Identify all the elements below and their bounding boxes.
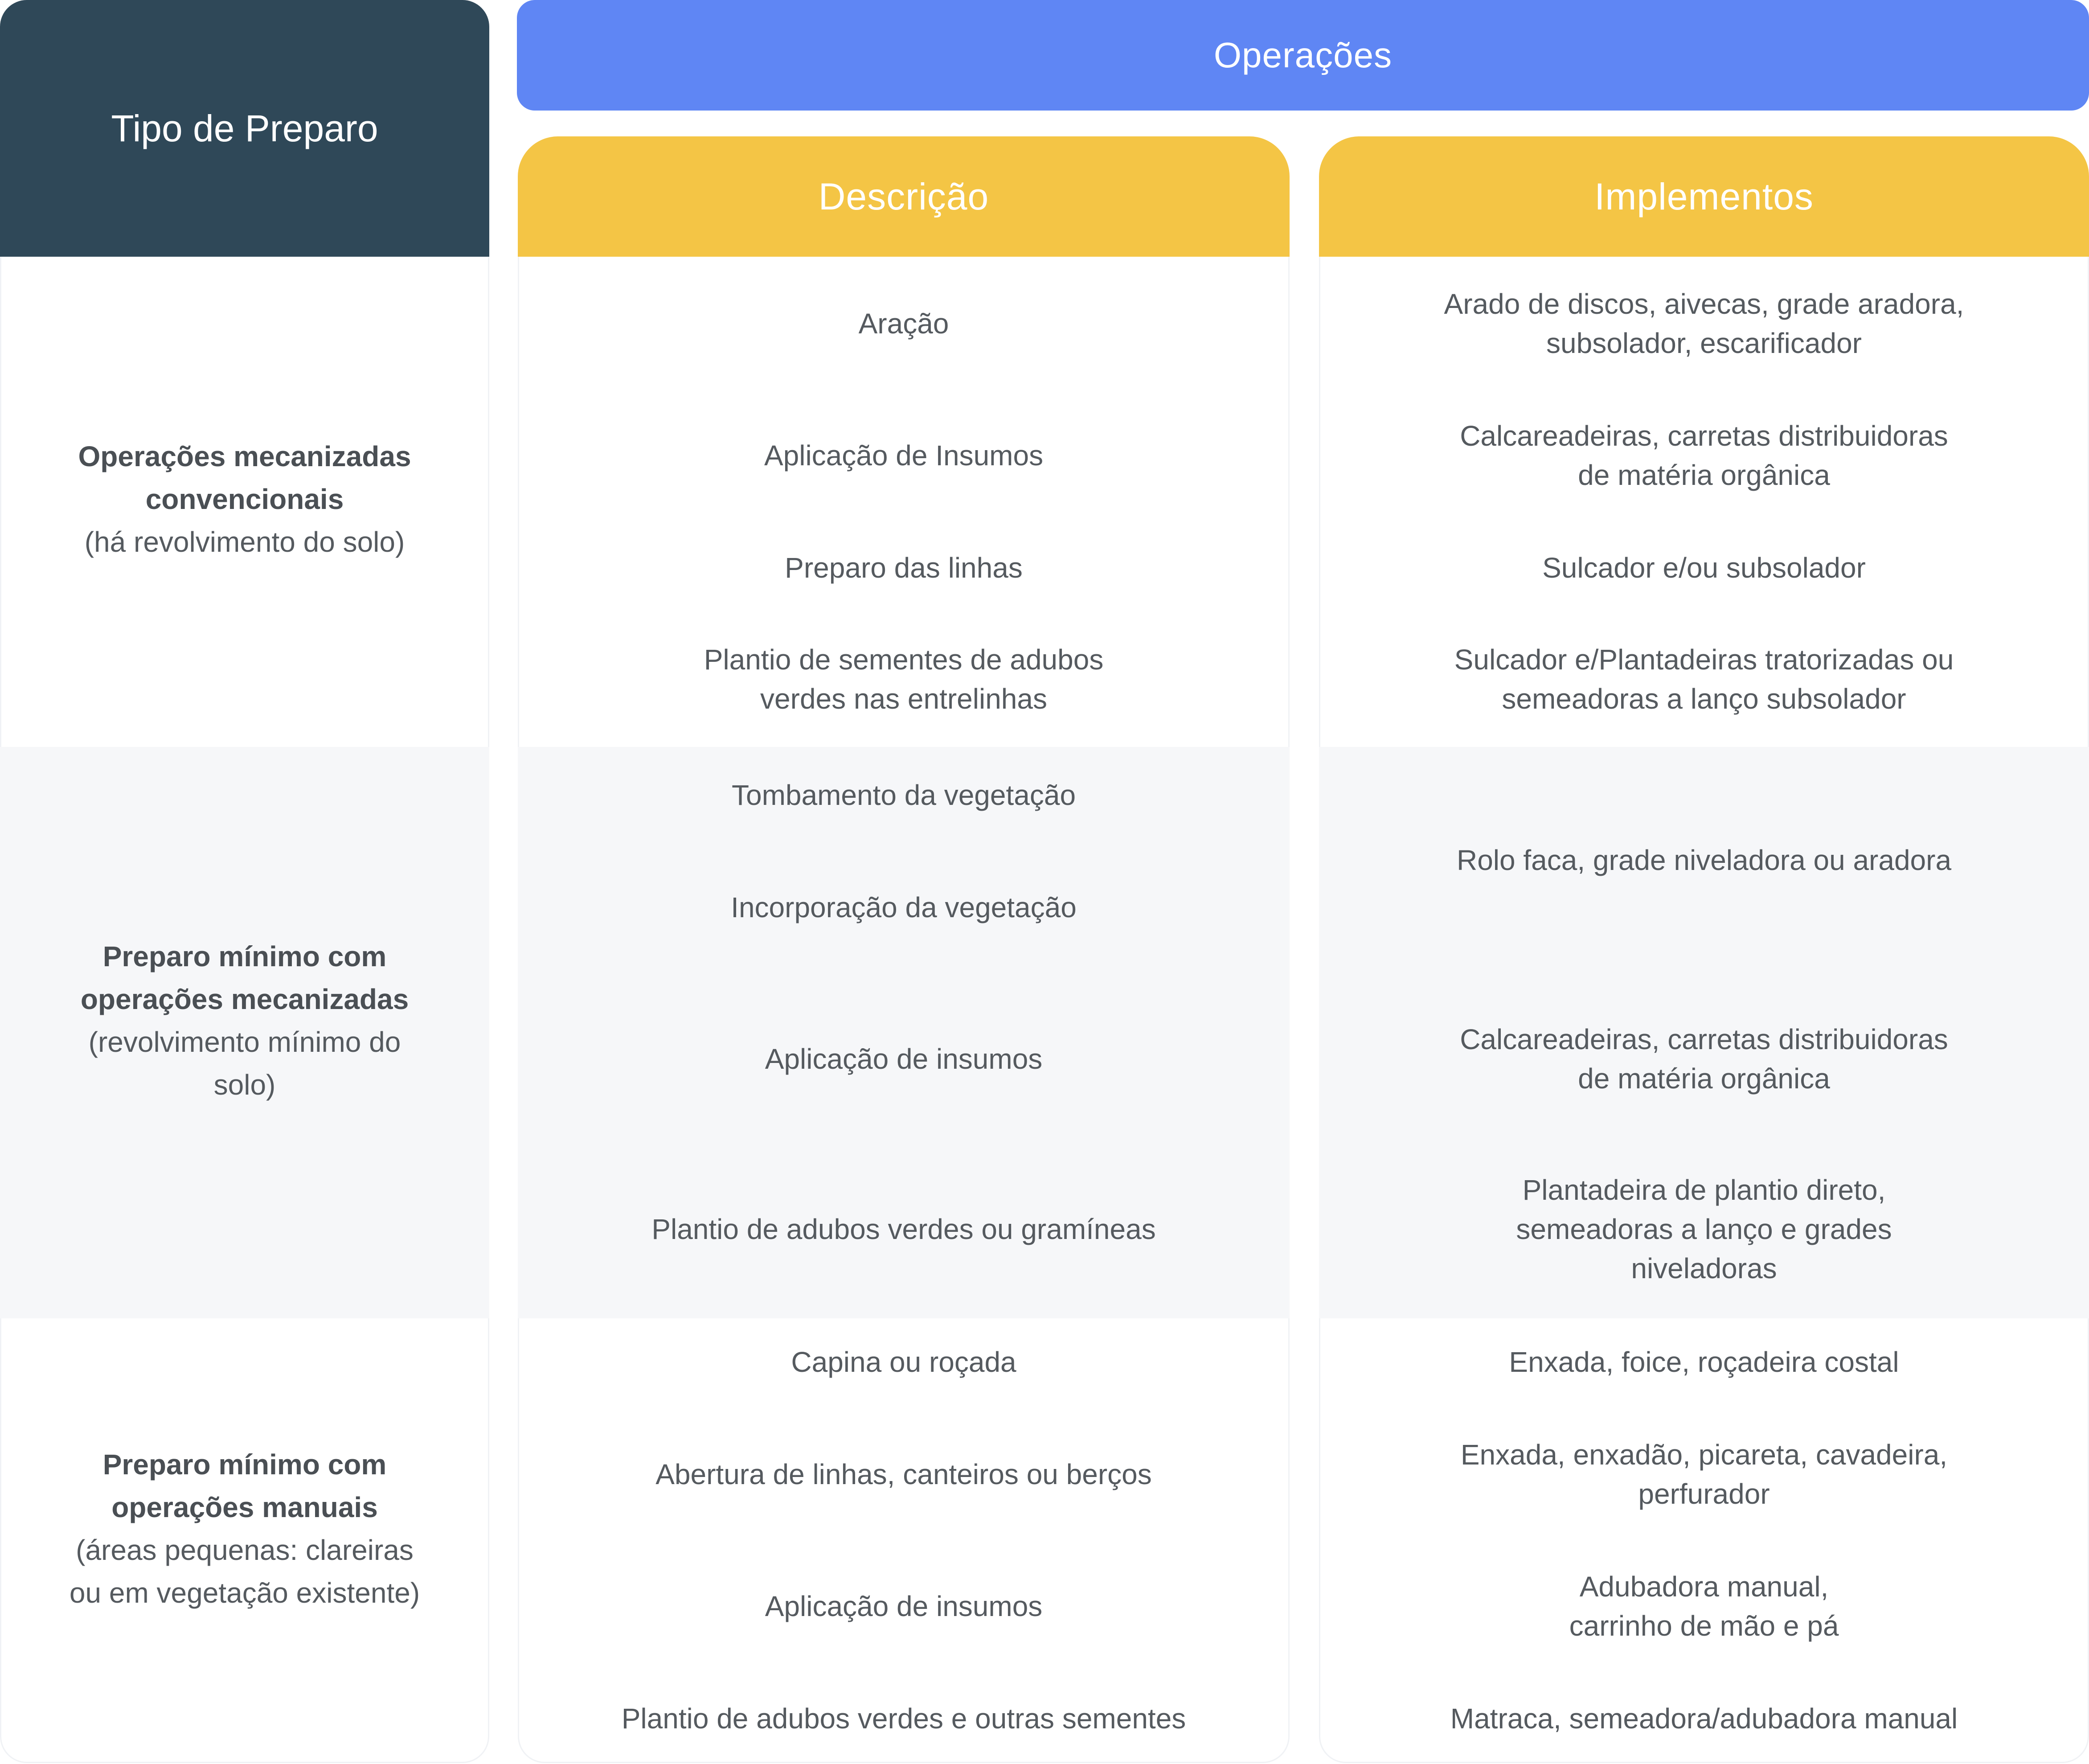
descricao-header: Descrição: [518, 136, 1290, 257]
descricao-cell: Incorporação da vegetação: [731, 891, 1077, 923]
implementos-header: Implementos: [1319, 136, 2089, 257]
implementos-cell: Rolo faca, grade niveladora ou aradora: [1456, 844, 1952, 876]
implementos-cell: Calcareadeiras, carretas distribuidoras de matéria orgânica: [1460, 1023, 1948, 1095]
descricao-cell: Aplicação de Insumos: [764, 439, 1044, 472]
tipo-preparo-note: (revolvimento mínimo do solo): [88, 1026, 401, 1101]
descricao-cell: Aração: [858, 308, 949, 340]
descricao-cell: Plantio de adubos verdes e outras sementes: [621, 1702, 1186, 1735]
tipo-preparo-cell-1: [27, 419, 463, 579]
tipo-preparo-title: Operações mecanizadas convencionais: [78, 440, 411, 515]
tipo-preparo-note: (áreas pequenas: clareiras ou em vegetação existente): [69, 1534, 420, 1609]
implementos-cell: Plantadeira de plantio direto, semeadoras a lanço e grades niveladoras: [1516, 1174, 1892, 1284]
implementos-cell: Calcareadeiras, carretas distribuidoras de matéria orgânica: [1460, 420, 1948, 491]
descricao-cell: Capina ou roçada: [791, 1346, 1016, 1378]
tipo-preparo-title: Preparo mínimo com operações manuais: [102, 1448, 387, 1523]
implementos-cell: Sulcador e/ou subsolador: [1542, 552, 1866, 584]
tipo-preparo-cell-3: [27, 1435, 463, 1622]
tipo-preparo-cell-2: [27, 927, 463, 1114]
tipo-de-preparo-header: Tipo de Preparo: [0, 0, 489, 257]
descricao-cell: Abertura de linhas, canteiros ou berços: [655, 1458, 1152, 1490]
implementos-cell: Enxada, enxadão, picareta, cavadeira, perfurador: [1460, 1439, 1948, 1510]
tipo-preparo-note: (há revolvimento do solo): [84, 526, 405, 558]
descricao-cell: Tombamento da vegetação: [731, 779, 1076, 811]
descricao-cell: Aplicação de insumos: [765, 1590, 1043, 1622]
implementos-cell: Enxada, foice, roçadeira costal: [1509, 1346, 1899, 1378]
implementos-cell: Matraca, semeadora/adubadora manual: [1450, 1702, 1958, 1735]
implementos-cell: Adubadora manual, carrinho de mão e pá: [1569, 1571, 1839, 1642]
descricao-cell: Plantio de sementes de adubos verdes nas entrelinhas: [704, 644, 1104, 715]
operacoes-header: Operações: [517, 0, 2089, 111]
descricao-cell: Preparo das linhas: [785, 552, 1023, 584]
tipo-preparo-title: Preparo mínimo com operações mecanizadas: [80, 940, 409, 1015]
implementos-cell: Sulcador e/Plantadeiras tratorizadas ou semeadoras a lanço subsolador: [1454, 644, 1954, 715]
descricao-cell: Plantio de adubos verdes ou gramíneas: [651, 1213, 1156, 1245]
implementos-cell: Arado de discos, aivecas, grade aradora, subsolador, escarificador: [1444, 288, 1964, 359]
descricao-cell: Aplicação de insumos: [765, 1043, 1043, 1075]
